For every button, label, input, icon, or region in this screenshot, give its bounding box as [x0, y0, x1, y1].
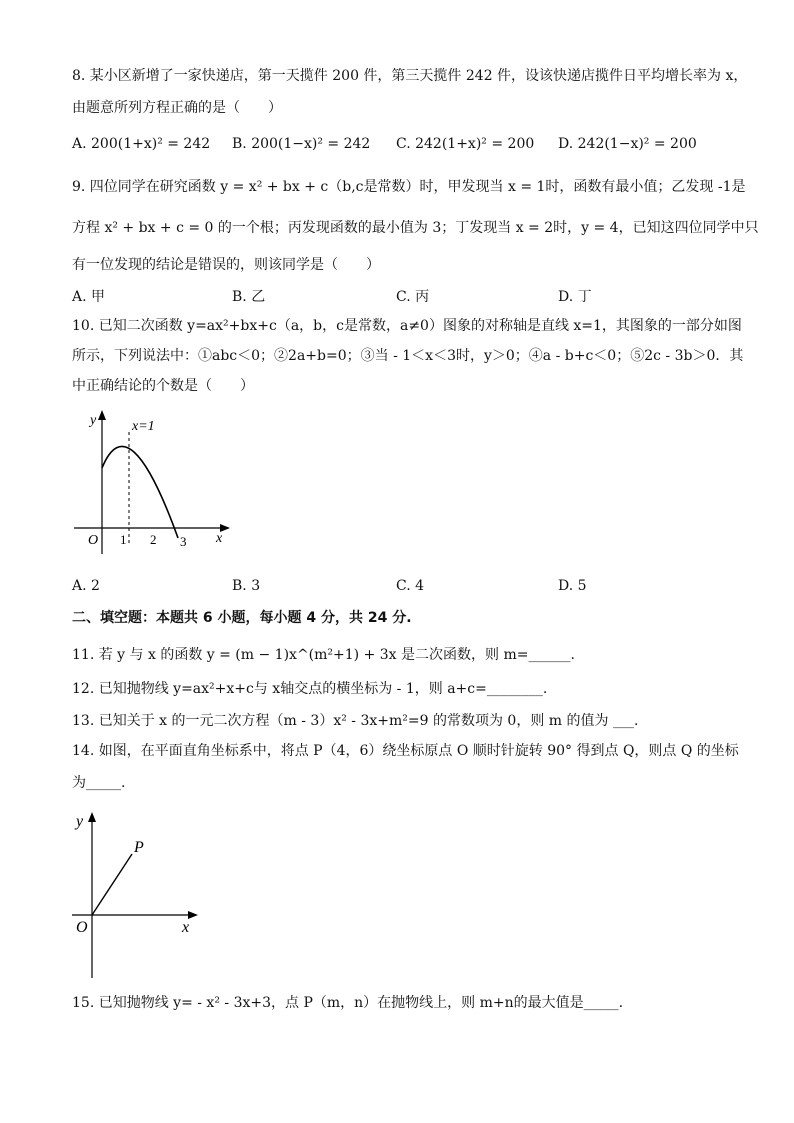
- q13-text: 13. 已知关于 x 的一元二次方程（m - 3）x² - 3x+m²=9 的常数项为 0，则 m 的值为 ___.: [72, 713, 639, 729]
- q8-option-b: B. 200(1−x)² = 242: [232, 136, 371, 152]
- q14-segment-op: [92, 854, 132, 915]
- q14-origin-label: O: [76, 919, 88, 936]
- q10-y-label: y: [90, 413, 97, 428]
- q10-option-d: D. 5: [558, 578, 587, 594]
- q14-x-axis-arrow: [188, 911, 198, 919]
- q10-symmetry-label: x=1: [132, 419, 155, 434]
- q14-text-line-2: 为_____.: [72, 775, 126, 791]
- q9-option-b: B. 乙: [232, 289, 266, 305]
- q9-text-line-1: 9. 四位同学在研究函数 y = x² + bx + c（b,c是常数）时，甲发现当 x = 1时，函数有最小值；乙发现 -1是: [72, 179, 746, 195]
- q9-text-line-3: 有一位发现的结论是错误的，则该同学是（ ）: [72, 257, 380, 273]
- section-2-heading: 二、填空题：本题共 6 小题，每小题 4 分，共 24 分.: [72, 610, 412, 626]
- q10-x-label: x: [216, 531, 223, 546]
- q8-text-line-1: 8. 某小区新增了一家快递店，第一天揽件 200 件，第三天揽件 242 件，设该快递店揽件日平均增长率为 x，: [72, 68, 748, 84]
- q10-option-c: C. 4: [396, 578, 425, 594]
- q12-text: 12. 已知抛物线 y=ax²+x+c与 x轴交点的横坐标为 - 1，则 a+c=________.: [72, 681, 548, 697]
- q9-option-c: C. 丙: [396, 289, 430, 305]
- q8-option-d: D. 242(1−x)² = 200: [558, 136, 697, 152]
- q10-parabola-graph: [70, 408, 240, 558]
- q9-text-line-2: 方程 x² + bx + c = 0 的一个根；丙发现函数的最小值为 3；丁发现当 x = 2时，y = 4，已知这四位同学中只: [72, 220, 759, 236]
- q10-text-line-3: 中正确结论的个数是（ ）: [72, 378, 254, 394]
- q8-option-a: A. 200(1+x)² = 242: [72, 136, 211, 152]
- q10-parabola-curve: [102, 446, 178, 538]
- q10-text-line-1: 10. 已知二次函数 y=ax²+bx+c（a，b，c是常数，a≠0）图象的对称轴是直线 x=1，其图象的一部分如图: [72, 318, 742, 334]
- q14-point-p-label: P: [134, 839, 144, 856]
- q14-y-label: y: [76, 813, 84, 830]
- q9-option-a: A. 甲: [72, 289, 106, 305]
- q10-option-b: B. 3: [232, 578, 261, 594]
- q14-coordinate-graph: [68, 808, 208, 983]
- q15-text: 15. 已知抛物线 y= - x² - 3x+3，点 P（m，n）在抛物线上，则 m+n的最大值是_____.: [72, 995, 624, 1011]
- q14-y-axis-arrow: [88, 812, 96, 822]
- q10-tick-3: 3: [180, 534, 187, 549]
- q10-tick-2: 2: [150, 532, 157, 547]
- q10-y-axis-arrow: [98, 410, 106, 420]
- q14-x-label: x: [182, 919, 190, 936]
- q14-text-line-1: 14. 如图，在平面直角坐标系中，将点 P（4，6）绕坐标原点 O 顺时针旋转 90° 得到点 Q，则点 Q 的坐标: [72, 743, 739, 759]
- q9-option-d: D. 丁: [558, 289, 592, 305]
- q11-text: 11. 若 y 与 x 的函数 y = (m − 1)x^(m²+1) + 3x 是二次函数，则 m=______.: [72, 647, 575, 663]
- q10-option-a: A. 2: [72, 578, 100, 594]
- q8-text-line-2: 由题意所列方程正确的是（ ）: [72, 100, 282, 116]
- q10-text-line-2: 所示，下列说法中：①abc＜0；②2a+b=0；③当 - 1＜x＜3时，y＞0；④a - b+c＜0；⑤2c - 3b＞0．其: [72, 348, 744, 364]
- q10-origin-label: O: [88, 533, 99, 548]
- q8-option-c: C. 242(1+x)² = 200: [396, 136, 535, 152]
- q10-tick-1: 1: [120, 532, 127, 547]
